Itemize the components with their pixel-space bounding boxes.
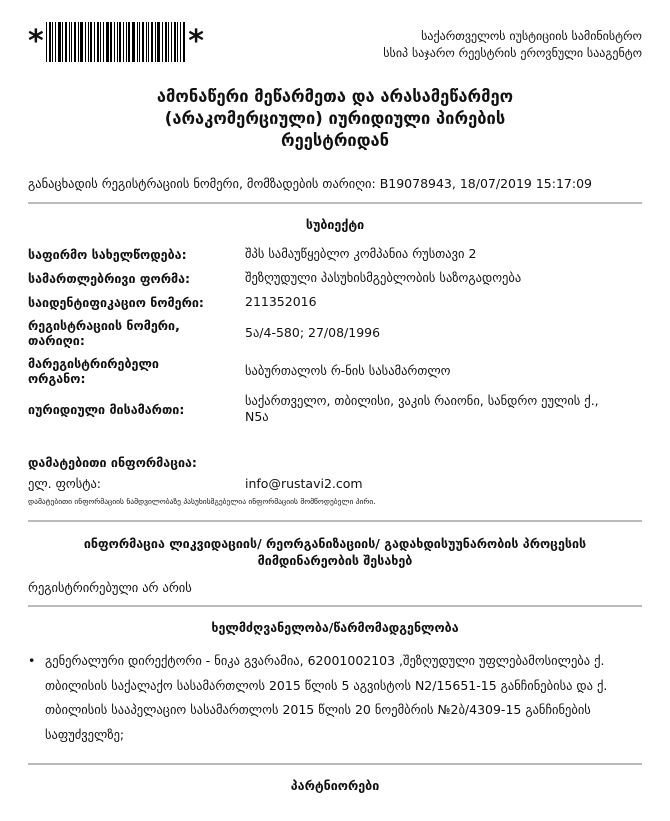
heading-line: მიმდინარეობის შესახებ [257, 553, 413, 568]
section-heading-subject: სუბიექტი [305, 217, 365, 232]
barcode-bar [106, 22, 109, 62]
barcode-bar [62, 22, 63, 62]
barcode-bar [151, 22, 153, 62]
issuing-organization [383, 28, 642, 62]
barcode-bar [180, 22, 181, 62]
table-row [28, 269, 642, 287]
barcode-bar [148, 22, 149, 62]
section-heading-management: ხელმძღვანელობა/წარმომადგენლობა [211, 620, 459, 635]
row-label: საიდენტიფიკაციო ნომერი: [28, 294, 204, 310]
barcode-bar [74, 22, 76, 62]
email-row [28, 476, 363, 491]
row-label: მარეგისტრირებელი ორგანო: [28, 356, 159, 386]
barcode-bar [174, 22, 176, 62]
divider [28, 202, 642, 204]
barcode-bar [103, 22, 104, 62]
row-value: 5ა/4-580; 27/08/1996 [245, 325, 381, 340]
bullet-icon: • [28, 653, 36, 668]
table-row [28, 355, 642, 387]
barcode-bar [139, 22, 140, 62]
application-number: განაცხადის რეგისტრაციის ნომერი, მომზადების თარიღი: B19078943, 18/07/2019 15:17:09 [28, 176, 592, 191]
divider [28, 520, 642, 522]
barcode-bar [71, 22, 72, 62]
barcode-bar [162, 22, 163, 62]
barcode-bar [126, 22, 127, 62]
table-row [28, 293, 642, 311]
barcode-star-left: * [28, 24, 44, 59]
row-label: რეგისტრაციის ნომერი, თარიღი: [28, 318, 180, 348]
row-value: შპს სამაუწყებლო კომპანია რუსთავი 2 [245, 246, 477, 261]
barcode-bar [58, 22, 61, 62]
row-value: საბურთალოს რ-ნის სასამართლო [245, 363, 451, 378]
barcode-bar [85, 22, 86, 62]
barcode-bar [88, 22, 89, 62]
barcode-bar [110, 22, 112, 62]
barcode-bar [183, 22, 185, 62]
title-line: ამონაწერი მეწარმეთა და არასამეწარმეო [156, 87, 514, 106]
divider [28, 605, 642, 607]
barcode-bar [97, 22, 99, 62]
email-value: info@rustavi2.com [245, 476, 363, 491]
barcode-bar [117, 22, 118, 62]
barcode-bar [177, 22, 178, 62]
barcode-bar [69, 22, 70, 62]
barcode-bar [132, 22, 135, 62]
barcode-bar [90, 22, 92, 62]
heading-line: ინფორმაცია ლიკვიდაციის/ რეორგანიზაციის/ გადახდისუუნარობის პროცესის [83, 536, 587, 551]
list-item [28, 649, 642, 747]
additional-info-heading: დამატებითი ინფორმაცია: [28, 455, 197, 470]
barcode-bar [157, 22, 160, 62]
row-value: 211352016 [245, 294, 317, 309]
barcode-bar [52, 22, 53, 62]
barcode-bar [100, 22, 101, 62]
barcode-bar [128, 22, 130, 62]
barcode-bar [137, 22, 138, 62]
barcode-bar [155, 22, 156, 62]
barcode [28, 22, 204, 62]
table-row [28, 393, 642, 425]
barcode-bar [55, 22, 56, 62]
barcode-bar [78, 22, 79, 62]
barcode-bars [46, 22, 187, 62]
barcode-bar [168, 22, 169, 62]
row-value: საქართველო, თბილისი, ვაკის რაიონი, სანდრო ეულის ქ., N5ა [245, 393, 599, 424]
table-row [28, 317, 642, 349]
barcode-bar [119, 22, 121, 62]
additional-info-note: დამატებითი ინფორმაციის ნამდვილობაზე პასუხისმგებელია ინფორმაციის მომწოდებელი პირი. [28, 497, 376, 506]
row-value: შეზღუდული პასუხისმგებლობის საზოგადოება [245, 270, 522, 285]
barcode-bar [123, 22, 124, 62]
row-label: საფირმო სახელწოდება: [28, 246, 187, 262]
barcode-bar [146, 22, 147, 62]
management-entry: გენერალური დირექტორი - ნიკა გვარამია, 62001002103 ,შეზღუდული უფლებამოსილება ქ. თბილისის საქალაქო სასამართლოს 2015 წლის 5 აგვისტოს N2/15651-15 განჩინებისა და ქ. თბილისის სააპელაციო სასამართლოს 2015 წლის 20 ნოემბრის №2ბ/4309-15 განჩინების საფუძველზე; [45, 653, 608, 742]
barcode-bar [165, 22, 167, 62]
liquidation-status: რეგისტრირებული არ არის [28, 580, 192, 595]
title-line: (არაკომერციული) იურიდიული პირების [164, 109, 506, 128]
barcode-bar [94, 22, 95, 62]
divider [28, 763, 642, 765]
barcode-bar [114, 22, 115, 62]
barcode-bar [65, 22, 67, 62]
ministry-name: საქართველოს იუსტიციის სამინისტრო [421, 29, 642, 43]
table-row [28, 245, 642, 263]
barcode-bar [46, 22, 47, 62]
barcode-bar [49, 22, 51, 62]
agency-name: სსიპ საჯარო რეესტრის ეროვნული სააგენტო [383, 46, 642, 60]
subject-table [28, 245, 642, 431]
title-line: რეესტრიდან [281, 131, 389, 150]
row-label: იურიდიული მისამართი: [28, 401, 185, 417]
document-title [0, 86, 670, 152]
barcode-star-right: * [188, 24, 204, 59]
barcode-bar [171, 22, 172, 62]
section-heading-liquidation [0, 535, 670, 569]
email-label: ელ. ფოსტა: [28, 476, 102, 491]
barcode-bar [142, 22, 144, 62]
row-label: სამართლებრივი ფორმა: [28, 270, 191, 286]
section-heading-partners: პარტნიორები [290, 778, 380, 793]
barcode-bar [80, 22, 83, 62]
